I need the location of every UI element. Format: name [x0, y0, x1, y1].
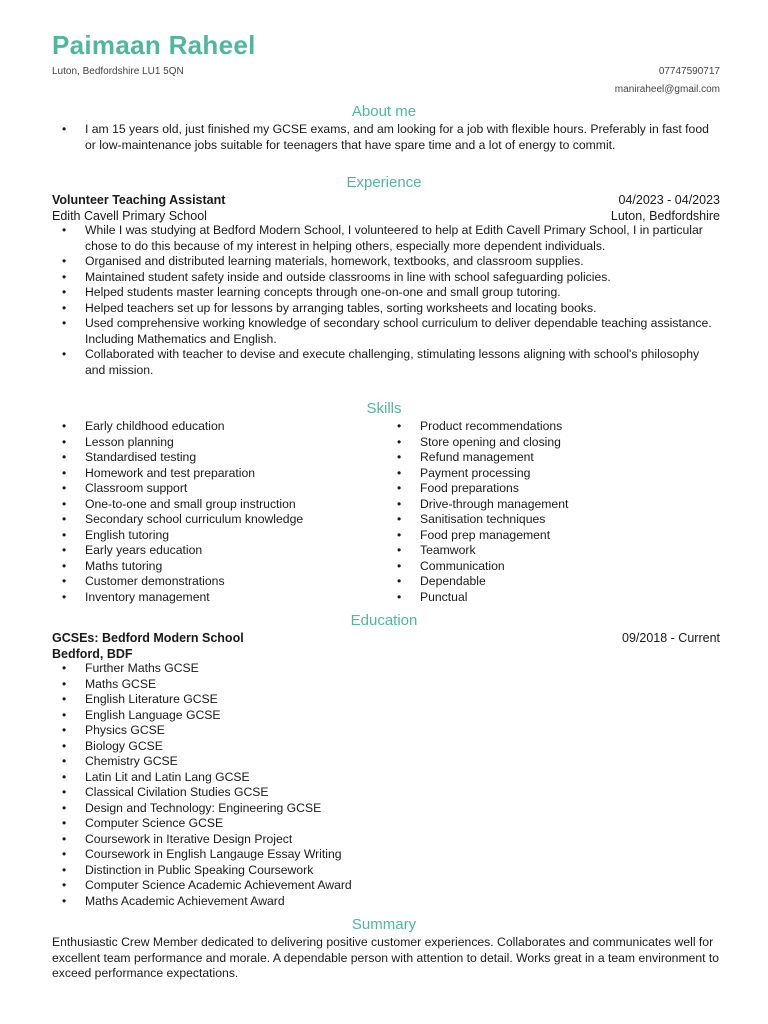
- address: Luton, Bedfordshire LU1 5QN: [52, 66, 184, 77]
- employer-name: Edith Cavell Primary School: [52, 209, 207, 223]
- skill-item: • Sanitisation techniques: [387, 512, 720, 528]
- education-heading: Education: [350, 612, 418, 629]
- skills-list-left: [52, 419, 382, 605]
- summary-text: Enthusiastic Crew Member dedicated to delivering positive customer experiences. Collaborates and communicates well for excellent team performance and morale. A dependable person with attention to detail. Works great in a team environment to exceed performance expectations.: [52, 935, 720, 980]
- education-item: • Chemistry GCSE: [52, 754, 720, 770]
- experience-item: • Organised and distributed learning materials, homework, textbooks, and classroom supplies.: [52, 254, 720, 270]
- skill-item: • Standardised testing: [52, 450, 382, 466]
- experience-item: • Used comprehensive working knowledge of secondary school curriculum to deliver dependable teaching assistance. Including Mathematics and English.: [52, 316, 720, 347]
- experience-item: • While I was studying at Bedford Modern School, I volunteered to help at Edith Cavell Primary School, I in particular chose to do this because of my interest in helping others, especially more dependent individuals.: [52, 223, 720, 254]
- education-item: • Computer Science GCSE: [52, 816, 720, 832]
- education-item: • Maths Academic Achievement Award: [52, 894, 720, 910]
- about-heading: About me: [351, 103, 417, 120]
- skill-item: • Early years education: [52, 543, 382, 559]
- education-list: [52, 661, 720, 909]
- skill-item: • Payment processing: [387, 466, 720, 482]
- skill-item: • Communication: [387, 559, 720, 575]
- experience-item: • Collaborated with teacher to devise and execute challenging, stimulating lessons aligning with school's philosophy and mission.: [52, 347, 720, 378]
- education-item: • Distinction in Public Speaking Coursework: [52, 863, 720, 879]
- skill-item: • Food preparations: [387, 481, 720, 497]
- employer-location: Luton, Bedfordshire: [610, 209, 720, 223]
- skill-item: • Classroom support: [52, 481, 382, 497]
- skill-item: • Lesson planning: [52, 435, 382, 451]
- phone-number: 07747590717: [658, 66, 720, 77]
- skill-item: • Teamwork: [387, 543, 720, 559]
- skill-item: • Dependable: [387, 574, 720, 590]
- skill-item: • One-to-one and small group instruction: [52, 497, 382, 513]
- experience-heading: Experience: [346, 174, 422, 191]
- school-dates: 09/2018 - Current: [622, 631, 720, 645]
- skills-heading: Skills: [366, 400, 402, 417]
- skill-item: • Store opening and closing: [387, 435, 720, 451]
- skill-item: • Secondary school curriculum knowledge: [52, 512, 382, 528]
- education-item: • Biology GCSE: [52, 739, 720, 755]
- skill-item: • Refund management: [387, 450, 720, 466]
- education-item: • Further Maths GCSE: [52, 661, 720, 677]
- email-address: maniraheel@gmail.com: [614, 84, 720, 95]
- education-item: • Coursework in English Langauge Essay Writing: [52, 847, 720, 863]
- education-item: • Latin Lit and Latin Lang GCSE: [52, 770, 720, 786]
- skill-item: • Early childhood education: [52, 419, 382, 435]
- summary-heading: Summary: [351, 916, 417, 933]
- education-item: • Classical Civilation Studies GCSE: [52, 785, 720, 801]
- job-title: Volunteer Teaching Assistant: [52, 193, 226, 207]
- education-item: • Physics GCSE: [52, 723, 720, 739]
- school-location: Bedford, BDF: [52, 647, 133, 661]
- skill-item: • Punctual: [387, 590, 720, 606]
- skill-item: • Customer demonstrations: [52, 574, 382, 590]
- job-dates: 04/2023 - 04/2023: [618, 193, 720, 207]
- education-item: • English Literature GCSE: [52, 692, 720, 708]
- experience-item: • Helped teachers set up for lessons by arranging tables, sorting worksheets and locating books.: [52, 301, 720, 317]
- experience-item: • Maintained student safety inside and outside classrooms in line with school safeguarding policies.: [52, 270, 720, 286]
- skill-item: • Maths tutoring: [52, 559, 382, 575]
- skill-item: • Product recommendations: [387, 419, 720, 435]
- skill-item: • Food prep management: [387, 528, 720, 544]
- skill-item: • Homework and test preparation: [52, 466, 382, 482]
- experience-item: • Helped students master learning concepts through one-on-one and small group tutoring.: [52, 285, 720, 301]
- education-item: • Design and Technology: Engineering GCSE: [52, 801, 720, 817]
- education-item: • English Language GCSE: [52, 708, 720, 724]
- school-name: GCSEs: Bedford Modern School: [52, 631, 244, 645]
- education-item: • Computer Science Academic Achievement Award: [52, 878, 720, 894]
- education-item: • Coursework in Iterative Design Project: [52, 832, 720, 848]
- about-item: • I am 15 years old, just finished my GCSE exams, and am looking for a job with flexible hours. Preferably in fast food or low-maintenance jobs suitable for teenagers that have spare time and a lot of energy to commit.: [52, 122, 720, 153]
- about-list: [52, 122, 720, 153]
- education-item: • Maths GCSE: [52, 677, 720, 693]
- skills-list-right: [387, 419, 720, 605]
- skill-item: • Inventory management: [52, 590, 382, 606]
- skill-item: • English tutoring: [52, 528, 382, 544]
- experience-list: [52, 223, 720, 378]
- skill-item: • Drive-through management: [387, 497, 720, 513]
- candidate-name: Paimaan Raheel: [52, 30, 256, 60]
